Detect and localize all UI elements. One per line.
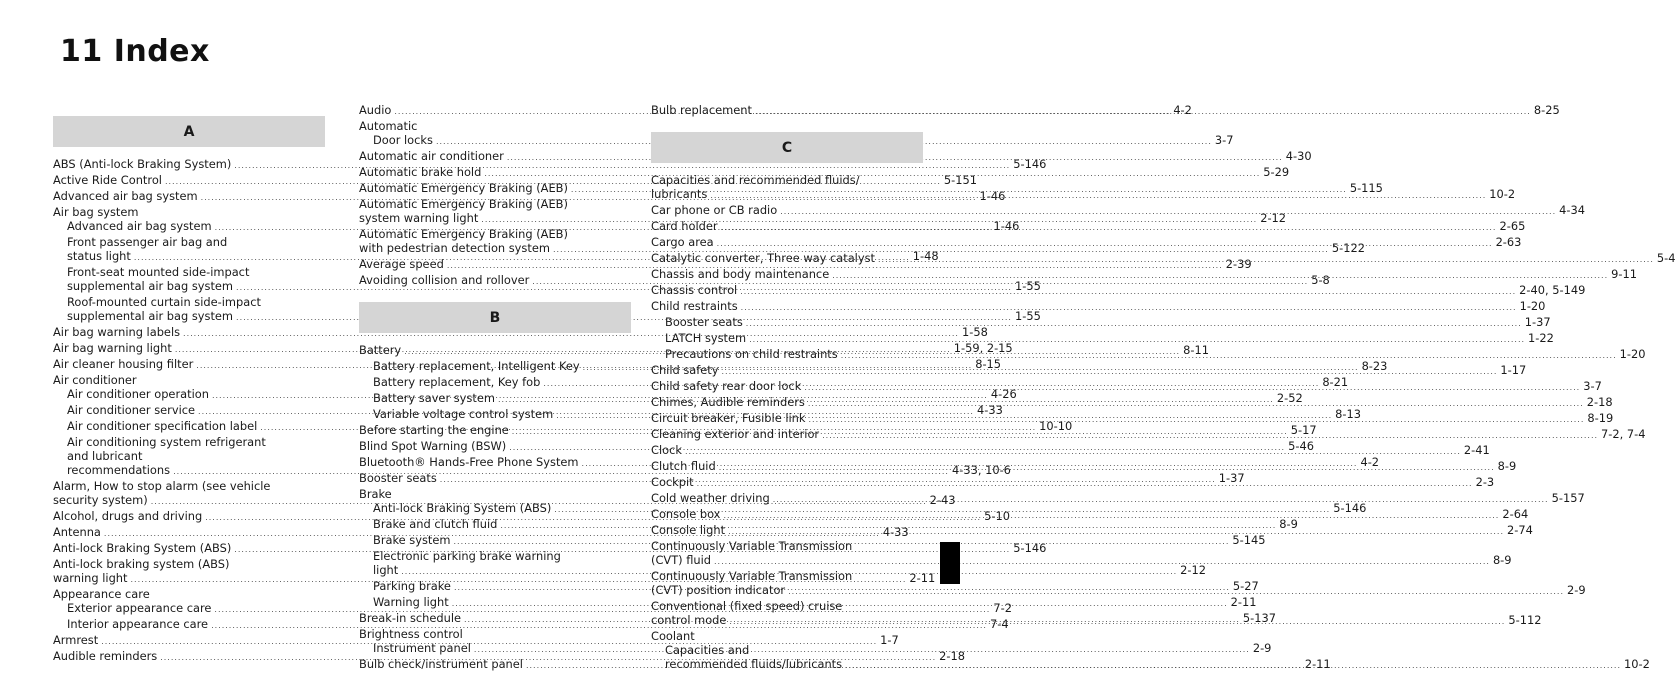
entry-text: Exterior appearance care: [67, 601, 212, 615]
entry-text: Air bag warning labels: [53, 325, 181, 339]
page-reference[interactable]: 5-122: [1331, 241, 1365, 255]
entry-text: ABS (Anti-lock Braking System): [53, 157, 232, 171]
dot-leader: [722, 365, 1498, 379]
section-heading: C: [651, 132, 923, 163]
page-reference[interactable]: 5-112: [1508, 613, 1542, 627]
entry-text: Alarm, How to stop alarm (see vehicle: [53, 479, 271, 493]
entry-text: Instrument panel: [373, 641, 471, 655]
entry-text: Continuously Variable Transmission: [651, 569, 853, 583]
page-reference[interactable]: 5-115: [1349, 181, 1383, 195]
index-entry[interactable]: [359, 627, 631, 641]
page-reference[interactable]: 5-137: [1242, 611, 1277, 625]
entry-text: system warning light: [359, 211, 479, 225]
entry-text: Parking brake: [373, 579, 451, 593]
page-reference[interactable]: 2-64: [1502, 507, 1529, 521]
entry-text: Advanced air bag system: [67, 219, 212, 233]
entry-text: Card holder: [651, 219, 718, 233]
entry-text: Car phone or CB radio: [651, 203, 778, 217]
entry-text: Precautions on child restraints: [665, 347, 838, 361]
page-reference[interactable]: 2-43: [929, 493, 956, 507]
entry-text: Alcohol, drugs and driving: [53, 509, 203, 523]
entry-text: Air conditioner operation: [67, 387, 209, 401]
dot-leader: [749, 333, 1525, 347]
entry-text: Automatic brake hold: [359, 165, 482, 179]
page-reference[interactable]: 7-2: [993, 601, 1012, 615]
entry-text: Air bag warning light: [53, 341, 172, 355]
dot-leader: [804, 381, 1580, 395]
entry-text: Clock: [651, 443, 682, 457]
entry-text: Booster seats: [359, 471, 437, 485]
entry-text: Battery: [359, 343, 402, 357]
entry-text: supplemental air bag system: [67, 309, 234, 323]
page-reference[interactable]: 1-7: [880, 633, 899, 647]
dot-leader: [717, 237, 1493, 251]
dot-leader: [808, 397, 1584, 411]
page-reference[interactable]: 1-59, 2-15: [953, 341, 1013, 355]
entry-text: control mode: [651, 613, 727, 627]
page-reference[interactable]: 8-23: [1361, 359, 1388, 373]
entry-text: Cockpit: [651, 475, 694, 489]
page-reference[interactable]: 8-21: [1322, 375, 1349, 389]
page-reference[interactable]: 5-17: [1290, 423, 1317, 437]
entry-text: Electronic parking brake warning: [373, 549, 561, 563]
dot-leader: [714, 555, 1490, 569]
entry-text: Capacities and: [665, 643, 750, 657]
entry-text: Chassis control: [651, 283, 738, 297]
entry-text: Circuit breaker, Fusible link: [651, 411, 806, 425]
page-reference[interactable]: 5-146: [1013, 541, 1047, 555]
page-reference[interactable]: 1-46: [979, 189, 1006, 203]
page-reference[interactable]: 1-37: [1524, 315, 1551, 329]
entry-text: Brake and clutch fluid: [373, 517, 498, 531]
entry-text: Advanced air bag system: [53, 189, 198, 203]
entry-text: Front passenger air bag and: [67, 235, 228, 249]
entry-text: Coolant: [651, 629, 695, 643]
page-reference[interactable]: 4-30: [1285, 149, 1312, 163]
index-entry[interactable]: [359, 119, 631, 133]
entry-text: (CVT) position indicator: [651, 583, 786, 597]
entry-text: Automatic air conditioner: [359, 149, 504, 163]
page-reference[interactable]: 1-20: [1519, 299, 1546, 313]
page-reference[interactable]: 2-74: [1507, 523, 1533, 537]
page-reference[interactable]: 5-8: [1311, 273, 1330, 287]
entry-text: supplemental air bag system: [67, 279, 234, 293]
entry-text: Automatic: [359, 119, 418, 133]
entry-text: Anti-lock braking system (ABS): [53, 557, 230, 571]
page-reference[interactable]: 5-10: [984, 509, 1010, 523]
entry-text: Automatic Emergency Braking (AEB): [359, 197, 568, 211]
entry-text: Audio: [359, 103, 392, 117]
page-reference[interactable]: 2-18: [939, 649, 965, 663]
page-reference[interactable]: 4-2: [1173, 103, 1192, 117]
entry-text: warning light: [53, 571, 128, 585]
entry-text: Roof-mounted curtain side-impact: [67, 295, 261, 309]
entry-text: Conventional (fixed speed) cruise: [651, 599, 843, 613]
dot-leader: [746, 317, 1522, 331]
entry-text: Brightness control: [359, 627, 463, 641]
entry-text: Variable voltage control system: [373, 407, 554, 421]
entry-text: Blind Spot Warning (BSW): [359, 439, 507, 453]
index-entry[interactable]: [53, 587, 325, 601]
page-reference[interactable]: 4-2: [1360, 455, 1380, 469]
page-reference[interactable]: 10-2: [1489, 187, 1516, 201]
page-reference[interactable]: 2-3: [1475, 475, 1495, 489]
page-reference[interactable]: 1-55: [1014, 309, 1041, 323]
page-reference[interactable]: 2-11: [1304, 657, 1331, 671]
dot-leader: [697, 477, 1473, 491]
entry-text: Average speed: [359, 257, 444, 271]
page-reference[interactable]: 4-33: [976, 403, 1003, 417]
dot-leader: [773, 493, 1549, 507]
entry-text: and lubricant: [67, 449, 143, 463]
page-reference[interactable]: 5-27: [1232, 579, 1259, 593]
dot-leader: [841, 349, 1617, 363]
page-reference[interactable]: 5-4: [1656, 251, 1676, 265]
page-reference[interactable]: 5-29: [1263, 165, 1290, 179]
page-reference[interactable]: 2-11: [909, 571, 936, 585]
entry-text: Front-seat mounted side-impact: [67, 265, 250, 279]
page-reference[interactable]: 4-34: [1559, 203, 1585, 217]
entry-text: Air conditioning system refrigerant: [67, 435, 266, 449]
page-reference[interactable]: 2-18: [1586, 395, 1613, 409]
entry-text: Anti-lock Braking System (ABS): [53, 541, 232, 555]
dot-leader: [740, 285, 1516, 299]
page-reference[interactable]: 8-9: [1492, 553, 1512, 567]
entry-text: lubricants: [651, 187, 708, 201]
entry-text: Bulb replacement: [651, 103, 752, 117]
entry-text: Bluetooth® Hands-Free Phone System: [359, 455, 579, 469]
entry-text: Active Ride Control: [53, 173, 162, 187]
entry-text: (CVT) fluid: [651, 553, 712, 567]
entry-text: Battery replacement, Key fob: [373, 375, 541, 389]
entry-text: with pedestrian detection system: [359, 241, 550, 255]
dot-leader: [728, 525, 1504, 539]
entry-text: LATCH system: [665, 331, 747, 345]
entry-text: Air conditioner: [53, 373, 137, 387]
index-entry[interactable]: [359, 487, 631, 501]
page-reference[interactable]: 1-48: [912, 249, 939, 263]
entry-text: security system): [53, 493, 148, 507]
page-reference[interactable]: 2-12: [1180, 563, 1207, 577]
entry-text: Child restraints: [651, 299, 738, 313]
page-reference[interactable]: 5-46: [1288, 439, 1314, 453]
dot-leader: [710, 189, 1486, 203]
entry-text: recommended fluids/lubricants: [665, 657, 843, 671]
page-reference[interactable]: 5-151: [943, 173, 977, 187]
index-subentry[interactable]: [359, 133, 1234, 149]
chapter-edge-tab: [940, 542, 960, 584]
dot-leader: [780, 205, 1556, 219]
entry-text: Air cleaner housing filter: [53, 357, 194, 371]
entry-text: Booster seats: [665, 315, 743, 329]
entry-text: recommendations: [67, 463, 171, 477]
entry-text: Cleaning exterior and interior: [651, 427, 820, 441]
page-reference[interactable]: 2-9: [1567, 583, 1586, 597]
page-reference[interactable]: 3-7: [1214, 133, 1234, 147]
page-reference[interactable]: 2-11: [1230, 595, 1257, 609]
dot-leader: [788, 585, 1564, 599]
entry-text: Chassis and body maintenance: [651, 267, 830, 281]
entry-text: Continuously Variable Transmission: [651, 539, 853, 553]
dot-leader: [878, 253, 1654, 267]
index-entry[interactable]: [53, 373, 325, 387]
dot-leader: [832, 269, 1608, 283]
entry-text: Chimes, Audible reminders: [651, 395, 805, 409]
page-reference[interactable]: 1-20: [1619, 347, 1646, 361]
page-reference[interactable]: 4-33: [882, 525, 909, 539]
dot-leader: [845, 659, 1621, 673]
entry-text: light: [373, 563, 399, 577]
page-reference[interactable]: 5-145: [1232, 533, 1266, 547]
entry-text: Automatic Emergency Braking (AEB): [359, 181, 568, 195]
page-reference[interactable]: 4-33, 10-6: [951, 463, 1011, 477]
page-reference[interactable]: 2-9: [1252, 641, 1272, 655]
entry-text: Automatic Emergency Braking (AEB): [359, 227, 568, 241]
page-reference[interactable]: 2-63: [1495, 235, 1522, 249]
page-reference[interactable]: 1-55: [1014, 279, 1041, 293]
entry-text: Interior appearance care: [67, 617, 209, 631]
page-reference[interactable]: 8-15: [975, 357, 1002, 371]
entry-text: Battery saver system: [373, 391, 495, 405]
page-reference[interactable]: 5-157: [1551, 491, 1585, 505]
page-reference[interactable]: 2-65: [1499, 219, 1526, 233]
page-reference[interactable]: 9-11: [1611, 267, 1637, 281]
entry-text: Door locks: [373, 133, 433, 147]
entry-text: Battery replacement, Intelligent Key: [373, 359, 580, 373]
page-reference[interactable]: 8-9: [1497, 459, 1517, 473]
entry-text: Cold weather driving: [651, 491, 770, 505]
entry-text: Armrest: [53, 633, 99, 647]
page-reference[interactable]: 1-17: [1500, 363, 1527, 377]
entry-text: Cargo area: [651, 235, 714, 249]
page-reference[interactable]: 2-39: [1225, 257, 1252, 271]
page-reference[interactable]: 8-11: [1183, 343, 1209, 357]
section-heading: B: [359, 302, 631, 333]
page-reference[interactable]: 8-9: [1279, 517, 1298, 531]
entry-text: Catalytic converter, Three way catalyst: [651, 251, 875, 265]
index-entry[interactable]: [53, 205, 325, 219]
entry-text: status light: [67, 249, 131, 263]
dot-leader: [822, 429, 1598, 443]
index-entry[interactable]: [651, 629, 923, 643]
page-reference[interactable]: 2-52: [1276, 391, 1303, 405]
entry-text: Avoiding collision and rollover: [359, 273, 530, 287]
page-reference[interactable]: 2-41: [1463, 443, 1490, 457]
page-reference[interactable]: 3-7: [1583, 379, 1602, 393]
entry-text: Appearance care: [53, 587, 150, 601]
dot-leader: [755, 105, 1531, 119]
entry-text: Anti-lock Braking System (ABS): [373, 501, 552, 515]
page-title: 11 Index: [60, 34, 210, 69]
page-reference[interactable]: 10-10: [1039, 419, 1073, 433]
entry-text: Brake: [359, 487, 392, 501]
entry-text: Bulb check/instrument panel: [359, 657, 523, 671]
entry-text: Console box: [651, 507, 721, 521]
page-reference[interactable]: 1-58: [961, 325, 988, 339]
page-reference[interactable]: 1-46: [993, 219, 1020, 233]
page-reference[interactable]: 8-13: [1335, 407, 1361, 421]
page-reference[interactable]: 5-146: [1333, 501, 1367, 515]
page-reference[interactable]: 8-19: [1587, 411, 1614, 425]
index-entry[interactable]: [651, 299, 1546, 315]
entry-text: Warning light: [373, 595, 449, 609]
dot-leader: [685, 445, 1461, 459]
entry-text: Audible reminders: [53, 649, 158, 663]
page-reference[interactable]: 2-12: [1260, 211, 1287, 225]
entry-text: Child safety: [651, 363, 719, 377]
entry-text: Capacities and recommended fluids/: [651, 173, 860, 187]
section-heading: A: [53, 116, 325, 147]
page-reference[interactable]: 7-4: [989, 617, 1009, 631]
page-reference[interactable]: 1-37: [1218, 471, 1245, 485]
entry-text: Air conditioner service: [67, 403, 196, 417]
entry-text: Console light: [651, 523, 726, 537]
page-reference[interactable]: 7-2, 7-4: [1601, 427, 1646, 441]
dot-leader: [719, 461, 1495, 475]
page-reference[interactable]: 2-40, 5-149: [1519, 283, 1586, 297]
page-reference[interactable]: 10-2: [1624, 657, 1650, 671]
entry-text: Clutch fluid: [651, 459, 716, 473]
entry-text: Air bag system: [53, 205, 139, 219]
dot-leader: [729, 615, 1505, 629]
dot-leader: [721, 221, 1497, 235]
page-reference[interactable]: 4-26: [990, 387, 1017, 401]
entry-text: Break-in schedule: [359, 611, 461, 625]
entry-text: Brake system: [373, 533, 451, 547]
entry-text: Child safety rear door lock: [651, 379, 802, 393]
dot-leader: [808, 413, 1584, 427]
entry-text: Antenna: [53, 525, 101, 539]
dot-leader: [723, 509, 1499, 523]
page-reference[interactable]: 8-25: [1533, 103, 1560, 117]
page-reference[interactable]: 1-22: [1528, 331, 1554, 345]
entry-text: Before starting the engine: [359, 423, 509, 437]
entry-text: Air conditioner specification label: [67, 419, 258, 433]
page-reference[interactable]: 5-146: [1013, 157, 1047, 171]
dot-leader: [741, 301, 1517, 315]
